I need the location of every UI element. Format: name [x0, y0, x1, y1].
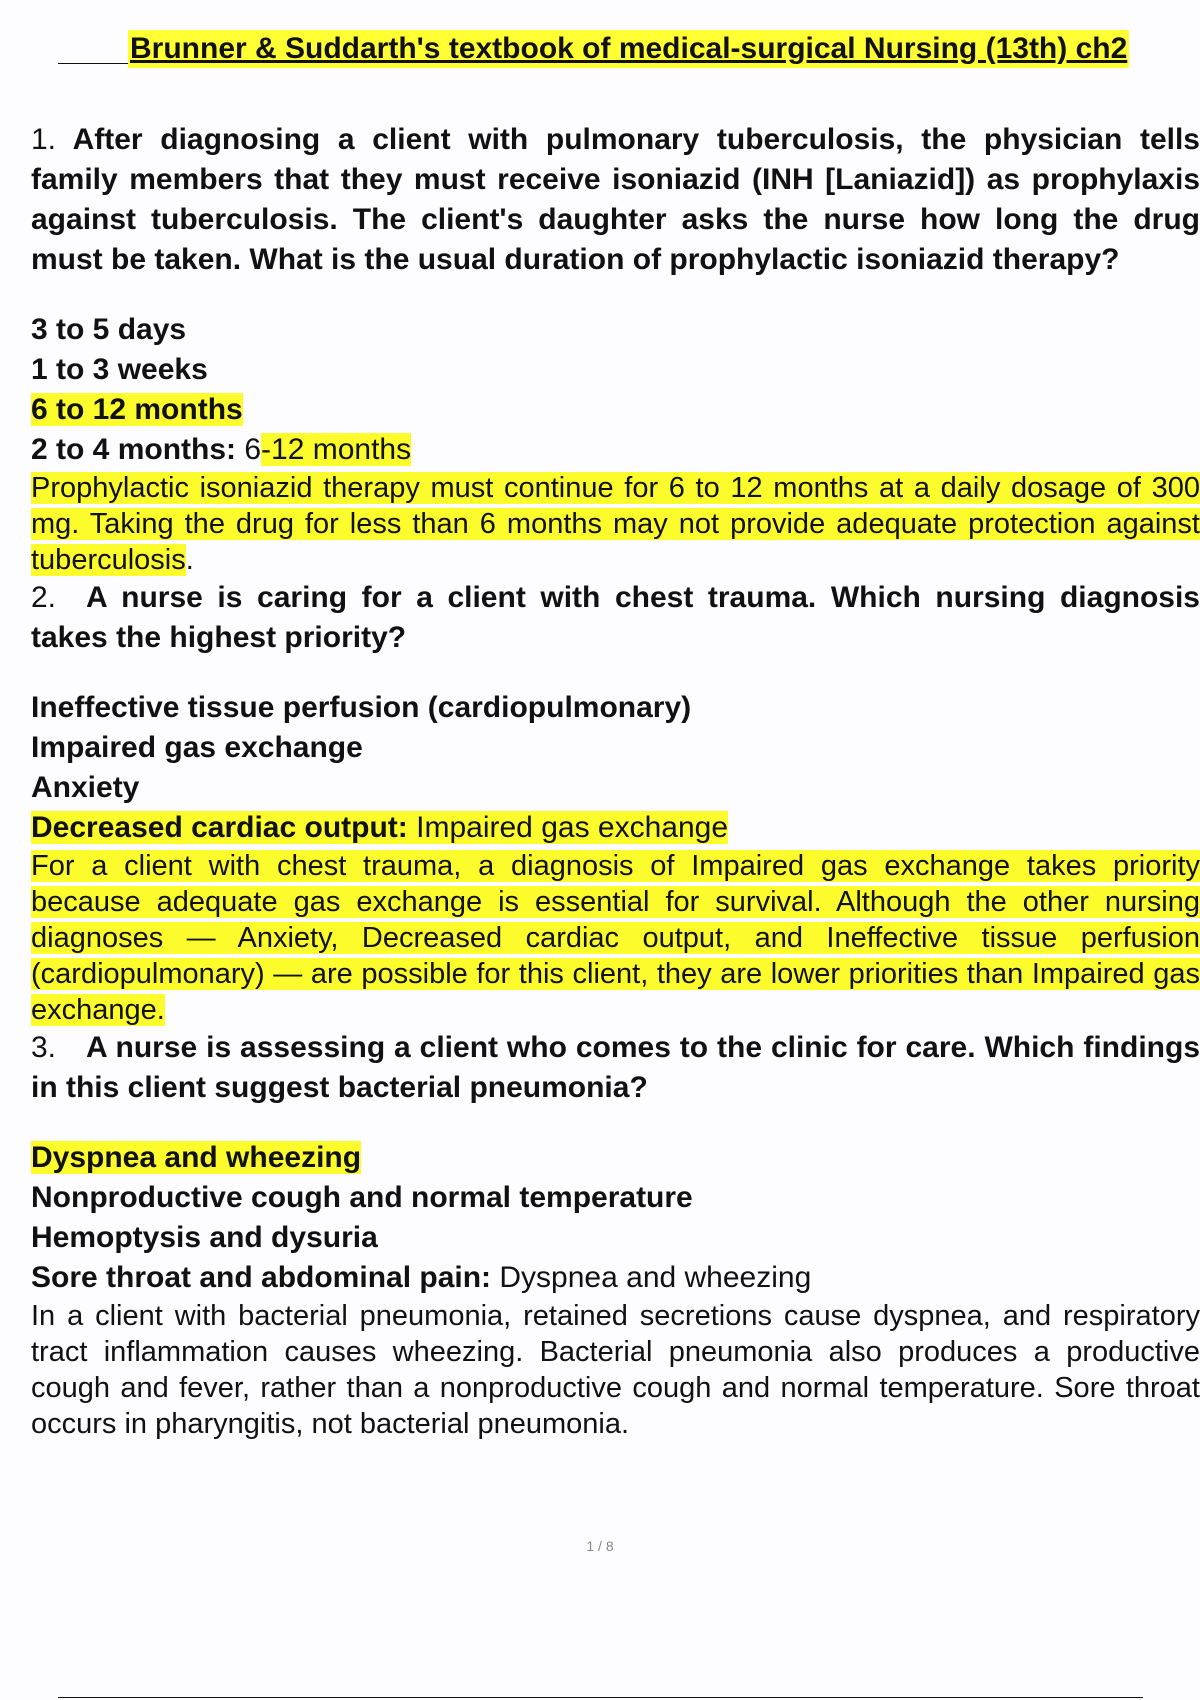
question-text: A nurse is assessing a client who comes to the clinic for care. Which findings in this client suggest bacterial pneumonia?: [31, 1031, 1200, 1104]
option-highlighted: Dyspnea and wheezing: [31, 1141, 362, 1174]
option: 1 to 3 weeks: [31, 353, 208, 386]
footer-rule: [58, 1697, 1143, 1698]
option: Ineffective tissue perfusion (cardiopulmonary): [31, 691, 692, 724]
option-with-answer: Sore throat and abdominal pain: Dyspnea and wheezing: [31, 1261, 812, 1294]
option: 3 to 5 days: [31, 313, 187, 346]
question-text: After diagnosing a client with pulmonary tuberculosis, the physician tells family members that they must receive isoniazid (INH [Laniazid]) as prophylaxis against tuberculosis. The client's daughter asks the nurse how long the drug must be taken. What is the usual duration of prophylactic isoniazid therapy?: [31, 123, 1200, 276]
rationale: For a client with chest trauma, a diagnosis of Impaired gas exchange takes priority because adequate gas exchange is essential for survival. Although the other nursing diagnoses — Anxiety, Decreased cardiac output, and Ineffective tissue perfusion (cardiopulmonary) — are possible for this client, they are lower priorities than Impaired gas exchange.: [31, 850, 1200, 1026]
answer-text: 6-12 months: [244, 433, 412, 466]
question-number: 2.: [31, 581, 57, 614]
page-indicator: 1 / 8: [586, 1538, 614, 1554]
question-2: [31, 578, 1200, 658]
option: Anxiety: [31, 771, 140, 804]
option: Nonproductive cough and normal temperature: [31, 1181, 693, 1214]
rationale: Prophylactic isoniazid therapy must continue for 6 to 12 months at a daily dosage of 300 mg. Taking the drug for less than 6 months may not provide adequate protection against tuberculosis.: [31, 472, 1200, 576]
question-3: [31, 1028, 1200, 1108]
header-rule: [58, 63, 128, 64]
question-text: A nurse is caring for a client with chest trauma. Which nursing diagnosis takes the highest priority?: [31, 581, 1200, 654]
document-title: Brunner & Suddarth's textbook of medical-surgical Nursing (13th) ch2: [128, 30, 1129, 68]
option-with-answer: Decreased cardiac output: Impaired gas exchange: [31, 811, 729, 844]
answer-text: Dyspnea and wheezing: [499, 1261, 812, 1294]
question-number: 1.: [31, 123, 57, 156]
question-1: [31, 120, 1200, 280]
option: Hemoptysis and dysuria: [31, 1221, 378, 1254]
question-number: 3.: [31, 1031, 57, 1064]
answer-text: Impaired gas exchange: [416, 811, 729, 844]
option-with-answer: 2 to 4 months: 6-12 months: [31, 433, 412, 466]
rationale: In a client with bacterial pneumonia, retained secretions cause dyspnea, and respiratory tract inflammation causes wheezing. Bacterial pneumonia also produces a productive cough and fever, rather than a nonproductive cough and normal temperature. Sore throat occurs in pharyngitis, not bacterial pneumonia.: [31, 1300, 1200, 1440]
option-highlighted: 6 to 12 months: [31, 393, 243, 426]
option: Impaired gas exchange: [31, 731, 363, 764]
document-body: [31, 120, 1200, 1442]
